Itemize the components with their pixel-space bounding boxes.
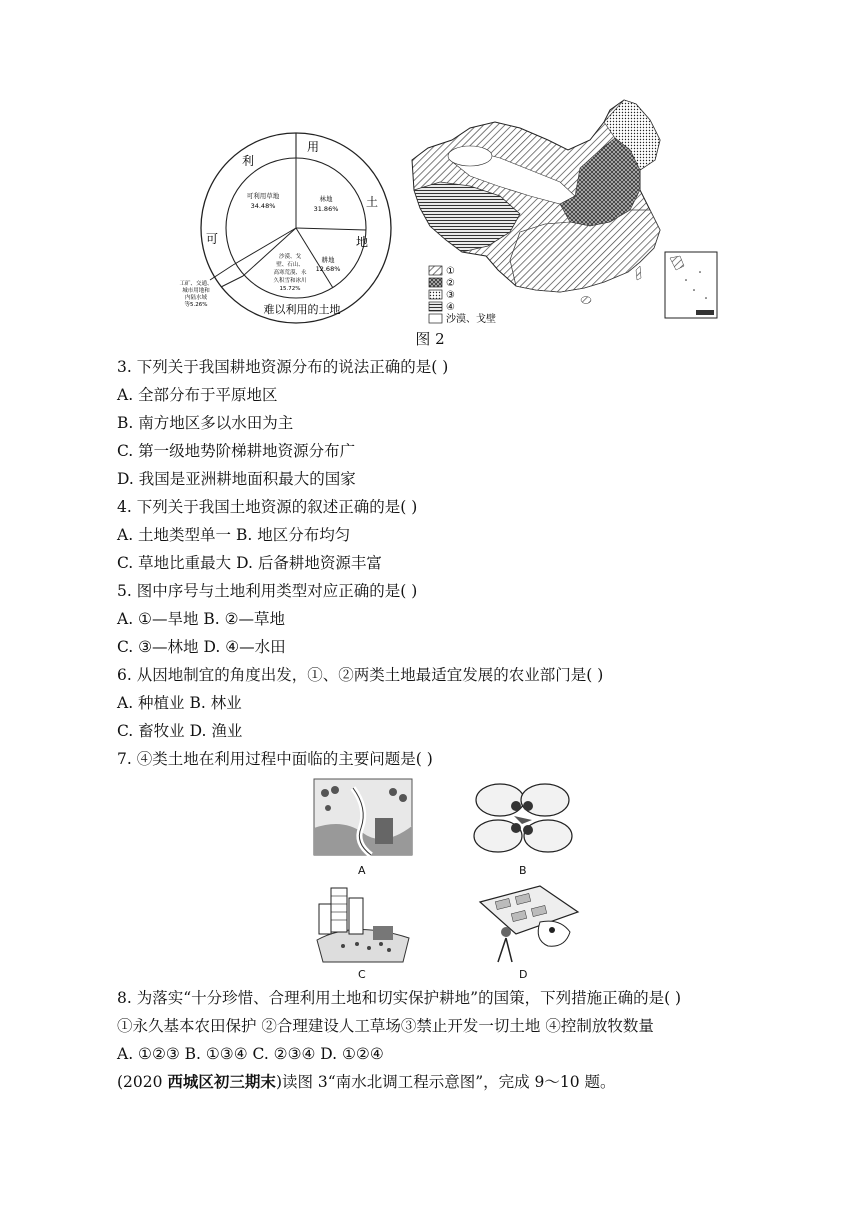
question-8-options: A. ①②③ B. ①③④ C. ②③④ D. ①②④ — [117, 1045, 384, 1063]
question-3-option-a: A. 全部分布于平原地区 — [117, 386, 278, 404]
legend-3: ③ — [446, 290, 455, 301]
other-value: 等5.26% — [184, 302, 208, 308]
question-3-stem: 3. 下列关于我国耕地资源分布的说法正确的是( ) — [117, 358, 449, 376]
outer-label-tu: 土 — [366, 195, 379, 209]
china-land-use-map — [412, 100, 717, 325]
land-use-pie-chart — [179, 133, 391, 323]
other-label-2: 城市用地和 — [182, 288, 210, 294]
hard-to-use-label: 难以利用的土地 — [263, 303, 341, 316]
grass-label: 可利用草地 — [246, 192, 280, 200]
other-label-1: 工矿、交通、 — [179, 281, 213, 287]
question-3-option-c: C. 第一级地势阶梯耕地资源分布广 — [117, 442, 356, 460]
figure-caption: 图 2 — [415, 330, 445, 348]
intro-suffix: )读图 3“南水北调工程示意图”，完成 9～10 题。 — [275, 1073, 616, 1091]
option-c-label: C — [358, 968, 366, 981]
legend-4: ④ — [446, 302, 455, 313]
question-6-options-ab: A. 种植业 B. 林业 — [117, 694, 242, 712]
question-5-stem: 5. 图中序号与土地利用类型对应正确的是( ) — [117, 582, 418, 600]
pie-divider — [296, 228, 366, 230]
option-b-label: B — [519, 864, 527, 877]
question-4-options-ab: A. 土地类型单一 B. 地区分布均匀 — [117, 526, 351, 544]
question-6-stem: 6. 从因地制宜的角度出发，①、②两类土地最适宜发展的农业部门是( ) — [117, 666, 604, 684]
figure-2-graphics — [0, 0, 860, 330]
questions-9-10-intro — [117, 1072, 616, 1092]
question-7-stem: 7. ④类土地在利用过程中面临的主要问题是( ) — [117, 750, 433, 768]
option-d-label: D — [519, 968, 528, 981]
desert-label-2: 壁、石山、 — [276, 262, 304, 268]
farm-value: 12.68% — [315, 265, 341, 273]
forest-value: 31.86% — [313, 205, 339, 213]
intro-prefix: (2020 — [117, 1073, 168, 1091]
legend-desert: 沙漠、戈壁 — [446, 314, 496, 325]
outer-label-li: 利 — [242, 154, 255, 168]
farm-label: 耕地 — [321, 256, 335, 264]
question-5-options-ab: A. ①—旱地 B. ②—草地 — [117, 610, 286, 628]
grass-value: 34.48% — [250, 202, 276, 210]
option-c-picture — [313, 880, 413, 964]
desert-label-1: 沙漠、戈 — [278, 254, 302, 260]
question-8-statements: ①永久基本农田保护 ②合理建设人工草场③禁止开发一切土地 ④控制放牧数量 — [117, 1017, 654, 1035]
legend-1: ① — [446, 266, 455, 277]
option-a-label: A — [358, 864, 366, 877]
desert-label-3: 高寒荒漠、永 — [273, 270, 307, 276]
intro-source-district: 西城区初三期末 — [167, 1072, 276, 1091]
forest-label: 林地 — [319, 195, 333, 203]
outer-label-di: 地 — [356, 235, 369, 249]
question-4-options-cd: C. 草地比重最大 D. 后备耕地资源丰富 — [117, 554, 382, 572]
option-a-picture — [313, 778, 413, 858]
question-3-option-d: D. 我国是亚洲耕地面积最大的国家 — [117, 470, 356, 488]
option-d-picture — [470, 882, 585, 964]
desert-value: 15.72% — [279, 286, 301, 292]
question-5-options-cd: C. ③—林地 D. ④—水田 — [117, 638, 286, 656]
question-4-stem: 4. 下列关于我国土地资源的叙述正确的是( ) — [117, 498, 418, 516]
pie-divider — [243, 228, 296, 276]
desert-label-4: 久积雪和冰川 — [273, 278, 307, 284]
question-3-option-b: B. 南方地区多以水田为主 — [117, 414, 294, 432]
outer-label-ke: 可 — [206, 232, 219, 246]
other-label-3: 内陆水域 — [184, 295, 208, 301]
question-8-stem: 8. 为落实“十分珍惜、合理利用土地和切实保护耕地”的国策，下列措施正确的是( ) — [117, 989, 682, 1007]
question-6-options-cd: C. 畜牧业 D. 渔业 — [117, 722, 243, 740]
outer-label-yong: 用 — [307, 140, 320, 154]
map-legend — [429, 266, 496, 325]
figure-2 — [0, 0, 860, 350]
legend-2: ② — [446, 278, 455, 289]
option-b-picture — [470, 778, 575, 860]
